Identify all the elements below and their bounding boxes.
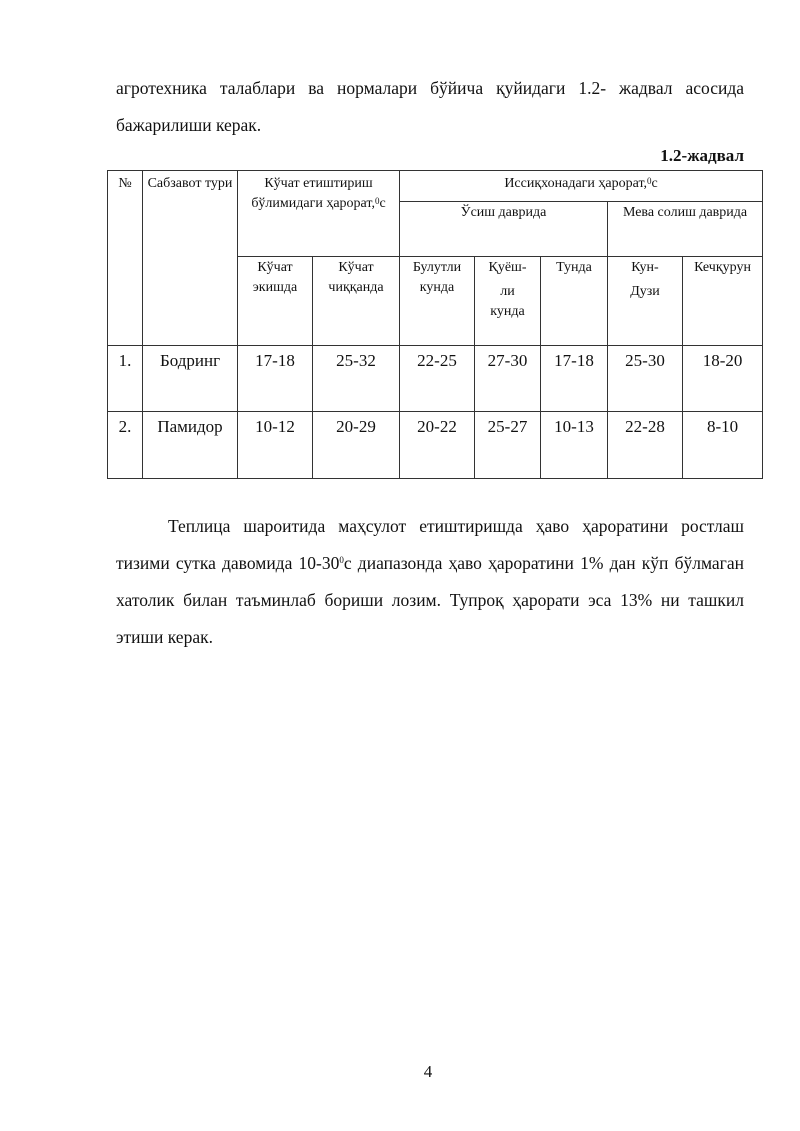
header-emergence: Кўчат чиққанда — [313, 257, 400, 346]
row-value: 20-29 — [313, 412, 400, 479]
table-row — [108, 346, 763, 412]
closing-paragraph — [116, 508, 744, 656]
degree-sup: 0 — [339, 555, 344, 565]
header-seedling-dept — [238, 171, 400, 257]
row-value: 25-32 — [313, 346, 400, 412]
row-value: 17-18 — [541, 346, 608, 412]
celsius-unit: с — [379, 196, 386, 211]
row-vegetable-name: Памидор — [143, 412, 238, 479]
row-value: 27-30 — [475, 346, 541, 412]
temperature-table — [107, 170, 763, 479]
header-daytime-part: Дузи — [630, 284, 660, 299]
row-vegetable-name: Бодринг — [143, 346, 238, 412]
row-number: 2. — [108, 412, 143, 479]
header-sunny-day-part: Қуёш- — [488, 260, 527, 275]
table-caption: 1.2-жадвал — [660, 146, 744, 165]
header-cloudy-day: Булутли кунда — [400, 257, 475, 346]
header-sunny-day — [475, 257, 541, 346]
row-value: 8-10 — [683, 412, 763, 479]
row-value: 22-28 — [608, 412, 683, 479]
intro-paragraph: агротехника талаблари ва нормалари бўйича қуйидаги 1.2- жадвал асосида бажарилиши керак. — [116, 78, 744, 135]
closing-text-part: с диапазонда ҳаво ҳароратини 1% дан кўп бўлмаган хатолик билан таъминлаб бориши лозим. Тупроқ ҳарорати эса 13% ни ташкил этиши керак. — [116, 553, 744, 647]
row-value: 25-27 — [475, 412, 541, 479]
row-value: 10-12 — [238, 412, 313, 479]
degree-sup: 0 — [374, 196, 380, 206]
row-number: 1. — [108, 346, 143, 412]
header-daytime-part: Кун- — [631, 260, 659, 275]
header-sowing: Кўчат экишда — [238, 257, 313, 346]
header-sunny-day-part: кунда — [490, 304, 525, 319]
row-value: 18-20 — [683, 346, 763, 412]
header-night: Тунда — [541, 257, 608, 346]
header-daytime — [608, 257, 683, 346]
header-seedling-dept-text: Кўчат етиштириш бўлимидаги ҳарорат, — [251, 176, 375, 211]
celsius-unit: с — [651, 176, 658, 191]
row-value: 25-30 — [608, 346, 683, 412]
closing-text-part: Теплица шароитида маҳсулот етиштиришда ҳаво ҳароратини ростлаш тизими сутка давомида 10-30 — [116, 516, 744, 573]
table-row — [108, 412, 763, 479]
header-sunny-day-part: ли — [500, 284, 515, 299]
header-fruiting-period: Мева солиш даврида — [608, 202, 763, 257]
header-greenhouse — [400, 171, 763, 202]
header-growth-period: Ўсиш даврида — [400, 202, 608, 257]
header-number: № — [108, 171, 143, 346]
header-greenhouse-text: Иссиқхонадаги ҳарорат, — [504, 176, 648, 191]
degree-sup: 0 — [647, 176, 652, 186]
header-vegetable-type: Сабзавот тури — [143, 171, 238, 346]
row-value: 20-22 — [400, 412, 475, 479]
row-value: 10-13 — [541, 412, 608, 479]
row-value: 17-18 — [238, 346, 313, 412]
page-number: 4 — [423, 1062, 433, 1081]
row-value: 22-25 — [400, 346, 475, 412]
header-evening: Кечқурун — [683, 257, 763, 346]
